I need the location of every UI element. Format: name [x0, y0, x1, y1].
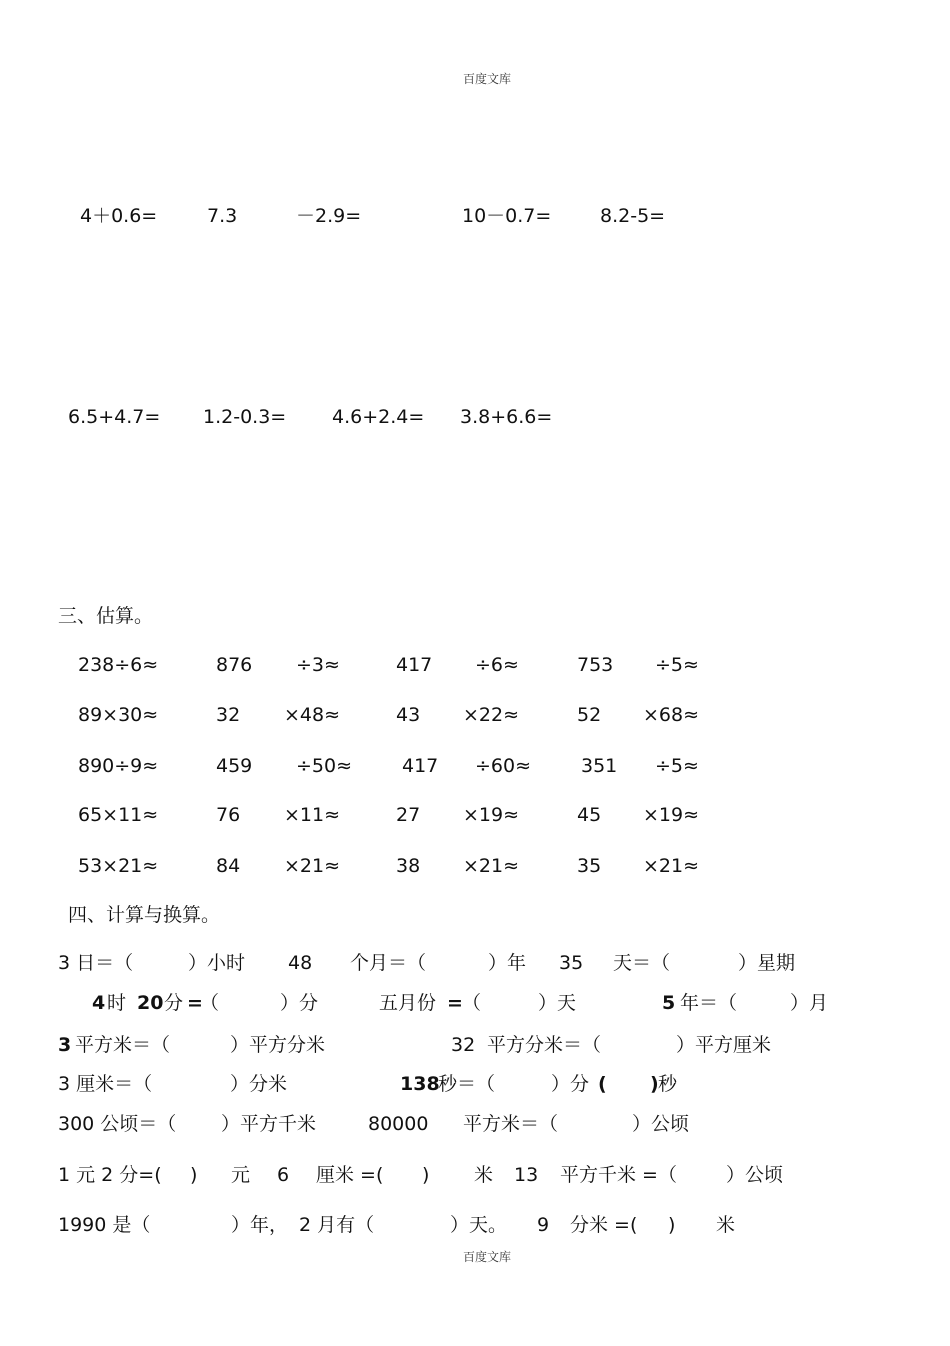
- conv-text: 48: [288, 952, 313, 974]
- est-cell: 753: [577, 654, 614, 676]
- conv-text: 分: [164, 992, 184, 1014]
- est-cell: 876: [216, 654, 253, 676]
- conv-text: ）平方千米: [221, 1113, 317, 1135]
- conv-text: 元: [231, 1164, 251, 1186]
- est-cell: 417: [396, 654, 433, 676]
- conv-text: 米: [474, 1164, 494, 1186]
- conv-text: （: [462, 992, 482, 1014]
- est-cell: ÷5≈: [655, 755, 699, 777]
- conv-text: ）平方分米: [230, 1034, 326, 1056]
- conv-text: ）星期: [738, 952, 796, 974]
- est-cell: 890÷9≈: [78, 755, 159, 777]
- conv-text: 32: [451, 1034, 476, 1056]
- conv-text: 3 日＝（: [58, 952, 134, 974]
- est-cell: 52: [577, 704, 602, 726]
- expr-2-4: 3.8+6.6=: [460, 406, 553, 428]
- conv-text: =: [187, 992, 203, 1014]
- conv-text: 4: [92, 992, 106, 1014]
- est-cell: 27: [396, 804, 421, 826]
- conv-text: ）公顷: [632, 1113, 690, 1135]
- est-cell: 417: [402, 755, 439, 777]
- est-cell: 89×30≈: [78, 704, 159, 726]
- est-cell: 65×11≈: [78, 804, 159, 826]
- conv-text: 20: [137, 992, 164, 1014]
- est-cell: ×22≈: [463, 704, 520, 726]
- conv-text: 3 厘米＝（: [58, 1073, 153, 1095]
- conv-text: ): [650, 1073, 659, 1095]
- conv-text: 厘米 =(: [316, 1164, 384, 1186]
- conv-text: 秒＝（: [438, 1073, 496, 1095]
- expr-2-1: 6.5+4.7=: [68, 406, 161, 428]
- est-cell: ×21≈: [284, 855, 341, 877]
- conv-text: 平方千米 =（: [560, 1164, 677, 1186]
- expr-2-3: 4.6+2.4=: [332, 406, 425, 428]
- est-cell: ÷6≈: [475, 654, 519, 676]
- conv-text: 年＝（: [680, 992, 738, 1014]
- conv-text: ）年: [488, 952, 527, 974]
- conv-text: 1990 是（: [58, 1214, 151, 1236]
- conv-text: 5: [662, 992, 676, 1014]
- conv-text: 五月份: [379, 992, 437, 1014]
- conv-text: 分米 =(: [570, 1214, 638, 1236]
- conv-text: ): [668, 1214, 676, 1236]
- expr-1-2b: －2.9=: [296, 205, 362, 227]
- conv-text: 平方米＝（: [463, 1113, 559, 1135]
- conv-text: ）平方厘米: [676, 1034, 772, 1056]
- conv-text: =: [447, 992, 463, 1014]
- est-cell: 351: [581, 755, 618, 777]
- est-cell: 35: [577, 855, 602, 877]
- est-cell: ×21≈: [463, 855, 520, 877]
- expr-1-4: 8.2-5=: [600, 205, 666, 227]
- est-cell: ×19≈: [463, 804, 520, 826]
- est-cell: 238÷6≈: [78, 654, 159, 676]
- conv-text: 秒: [658, 1073, 678, 1095]
- conv-text: ）天。: [450, 1214, 508, 1236]
- est-cell: ×48≈: [284, 704, 341, 726]
- conv-text: 6: [277, 1164, 290, 1186]
- conv-text: （: [200, 992, 220, 1014]
- conv-text: ）分: [551, 1073, 590, 1095]
- conv-text: (: [598, 1073, 607, 1095]
- conv-text: ）分: [280, 992, 319, 1014]
- conv-text: 平方分米＝（: [487, 1034, 602, 1056]
- conv-text: 9: [537, 1214, 550, 1236]
- est-cell: 76: [216, 804, 241, 826]
- est-cell: 32: [216, 704, 241, 726]
- conv-text: 个月＝（: [350, 952, 427, 974]
- conv-text: 时: [107, 992, 127, 1014]
- expr-1-1: 4＋0.6=: [80, 205, 158, 227]
- expr-1-3: 10－0.7=: [462, 205, 552, 227]
- conv-text: 138: [400, 1073, 440, 1095]
- conv-text: ）公顷: [726, 1164, 784, 1186]
- est-cell: ×68≈: [643, 704, 700, 726]
- conv-text: 天＝（: [613, 952, 671, 974]
- est-cell: ÷5≈: [655, 654, 699, 676]
- est-cell: ×11≈: [284, 804, 341, 826]
- est-cell: 38: [396, 855, 421, 877]
- est-cell: ÷50≈: [296, 755, 353, 777]
- conv-text: 35: [559, 952, 584, 974]
- conv-text: ）月: [790, 992, 829, 1014]
- conv-text: ): [190, 1164, 198, 1186]
- conv-text: ）年，: [231, 1214, 289, 1236]
- est-cell: 459: [216, 755, 253, 777]
- conv-text: ): [422, 1164, 430, 1186]
- conv-text: 3: [58, 1034, 72, 1056]
- page-header: 百度文库: [463, 72, 512, 86]
- section4-title: 四、计算与换算。: [68, 904, 221, 926]
- conv-text: 13: [514, 1164, 539, 1186]
- conv-text: ）分米: [230, 1073, 288, 1095]
- section3-title: 三、估算。: [58, 605, 154, 627]
- est-cell: ×19≈: [643, 804, 700, 826]
- expr-1-2a: 7.3: [207, 205, 238, 227]
- conv-text: 米: [716, 1214, 736, 1236]
- conv-text: ）小时: [188, 952, 246, 974]
- conv-text: 1 元 2 分=(: [58, 1164, 162, 1186]
- conv-text: ）天: [538, 992, 577, 1014]
- est-cell: ÷60≈: [475, 755, 532, 777]
- est-cell: ÷3≈: [296, 654, 340, 676]
- conv-text: 300 公顷＝（: [58, 1113, 177, 1135]
- est-cell: 53×21≈: [78, 855, 159, 877]
- est-cell: ×21≈: [643, 855, 700, 877]
- est-cell: 43: [396, 704, 421, 726]
- conv-text: 80000: [368, 1113, 429, 1135]
- page-footer: 百度文库: [463, 1250, 512, 1264]
- est-cell: 84: [216, 855, 241, 877]
- conv-text: 平方米＝（: [75, 1034, 171, 1056]
- est-cell: 45: [577, 804, 602, 826]
- expr-2-2: 1.2-0.3=: [203, 406, 287, 428]
- conv-text: 2 月有（: [299, 1214, 375, 1236]
